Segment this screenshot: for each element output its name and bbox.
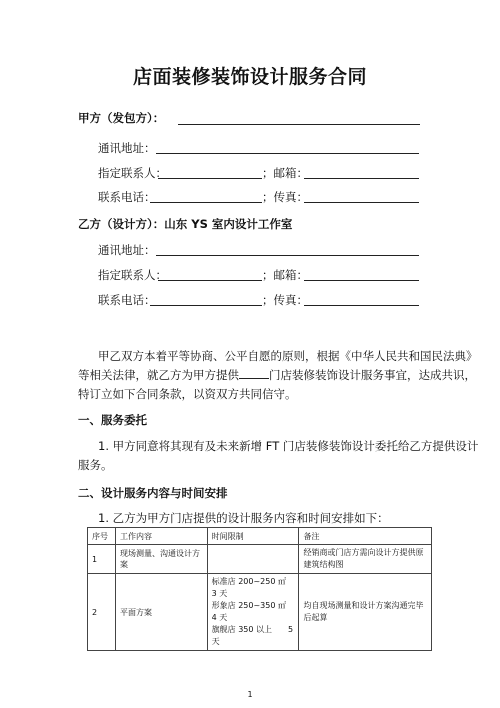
party-a-contact-label: 指定联系人： [98, 166, 167, 180]
section-1-line-1: 1. 甲方同意将其现有及未来新增 FT 门店装修装饰设计委托给乙方提供设计 [98, 439, 479, 453]
party-a-email-line[interactable] [304, 178, 419, 179]
service-schedule-table [87, 527, 432, 651]
party-b-fax-label: ；传真： [262, 293, 308, 307]
party-a-contact-line[interactable] [158, 178, 262, 179]
party-b-address-label: 通讯地址： [98, 243, 156, 257]
party-b-label: 乙方（设计方）：山东 YS 室内设计工作室 [78, 217, 293, 231]
table-row [88, 545, 432, 574]
table-header-row [88, 528, 432, 545]
party-b-email-line[interactable] [304, 280, 419, 281]
row-content: 平面方案 [115, 574, 207, 651]
party-a-phone-label: 联系电话： [98, 190, 156, 204]
party-b-email-label: ；邮箱： [262, 268, 308, 282]
section-2-heading: 二、设计服务内容与时间安排 [78, 486, 228, 500]
time-line: 形象店 250~350 ㎡ 4 天 [211, 601, 294, 622]
party-b-contact-line[interactable] [158, 280, 262, 281]
intro-line-2b: 门店装修装饰设计服务事宜，达成共识， [269, 368, 476, 382]
row-note: 经销商或门店方需向设计方提供原建筑结构图 [299, 545, 432, 574]
row-number: 2 [88, 574, 116, 651]
document-title: 店面装修装饰设计服务合同 [132, 66, 367, 88]
table-header-cell: 备注 [299, 528, 432, 545]
page-number: 1 [247, 690, 253, 699]
time-line: 标准店 200~250 ㎡ 3 天 [211, 577, 294, 598]
party-b-contact-label: 指定联系人： [98, 268, 167, 282]
row-note: 均自现场测量和设计方案沟通完毕后起算 [299, 574, 432, 651]
party-a-phone-line[interactable] [150, 202, 262, 203]
intro-line-3: 特订立如下合同条款，以资双方共同信守。 [78, 387, 297, 401]
row-time [207, 545, 299, 574]
time-line: 旗舰店 350 以上 5 天 [211, 625, 294, 646]
row-time [207, 574, 299, 651]
row-number: 1 [88, 545, 116, 574]
party-b-phone-label: 联系电话： [98, 293, 156, 307]
party-b-phone-line[interactable] [150, 305, 262, 306]
row-content: 现场测量、沟通设计方案 [115, 545, 207, 574]
table-header-cell: 时间限制 [207, 528, 299, 545]
party-b-address-line[interactable] [156, 255, 419, 256]
table-header-cell: 工作内容 [115, 528, 207, 545]
intro-line-1: 甲乙双方本着平等协商、公平自愿的原则，根据《中华人民共和国民法典》 [98, 349, 478, 363]
party-a-name-line[interactable] [178, 124, 420, 125]
section-1-line-2: 服务。 [78, 458, 113, 472]
party-a-address-label: 通讯地址： [98, 141, 156, 155]
intro-line-2 [78, 366, 476, 385]
party-a-label: 甲方（发包方）： [78, 111, 165, 125]
intro-line-2a: 等相关法律，就乙方为甲方提供 [78, 368, 239, 382]
table-header-cell: 序号 [88, 528, 116, 545]
section-1-heading: 一、服务委托 [78, 413, 147, 427]
party-a-email-label: ；邮箱： [262, 166, 308, 180]
table-row [88, 574, 432, 651]
intro-blank[interactable] [239, 366, 269, 379]
party-a-fax-label: ；传真： [262, 190, 308, 204]
section-2-line-1: 1. 乙方为甲方门店提供的设计服务内容和时间安排如下： [98, 511, 389, 525]
party-a-address-line[interactable] [156, 153, 419, 154]
party-b-fax-line[interactable] [304, 305, 419, 306]
party-a-fax-line[interactable] [304, 202, 419, 203]
